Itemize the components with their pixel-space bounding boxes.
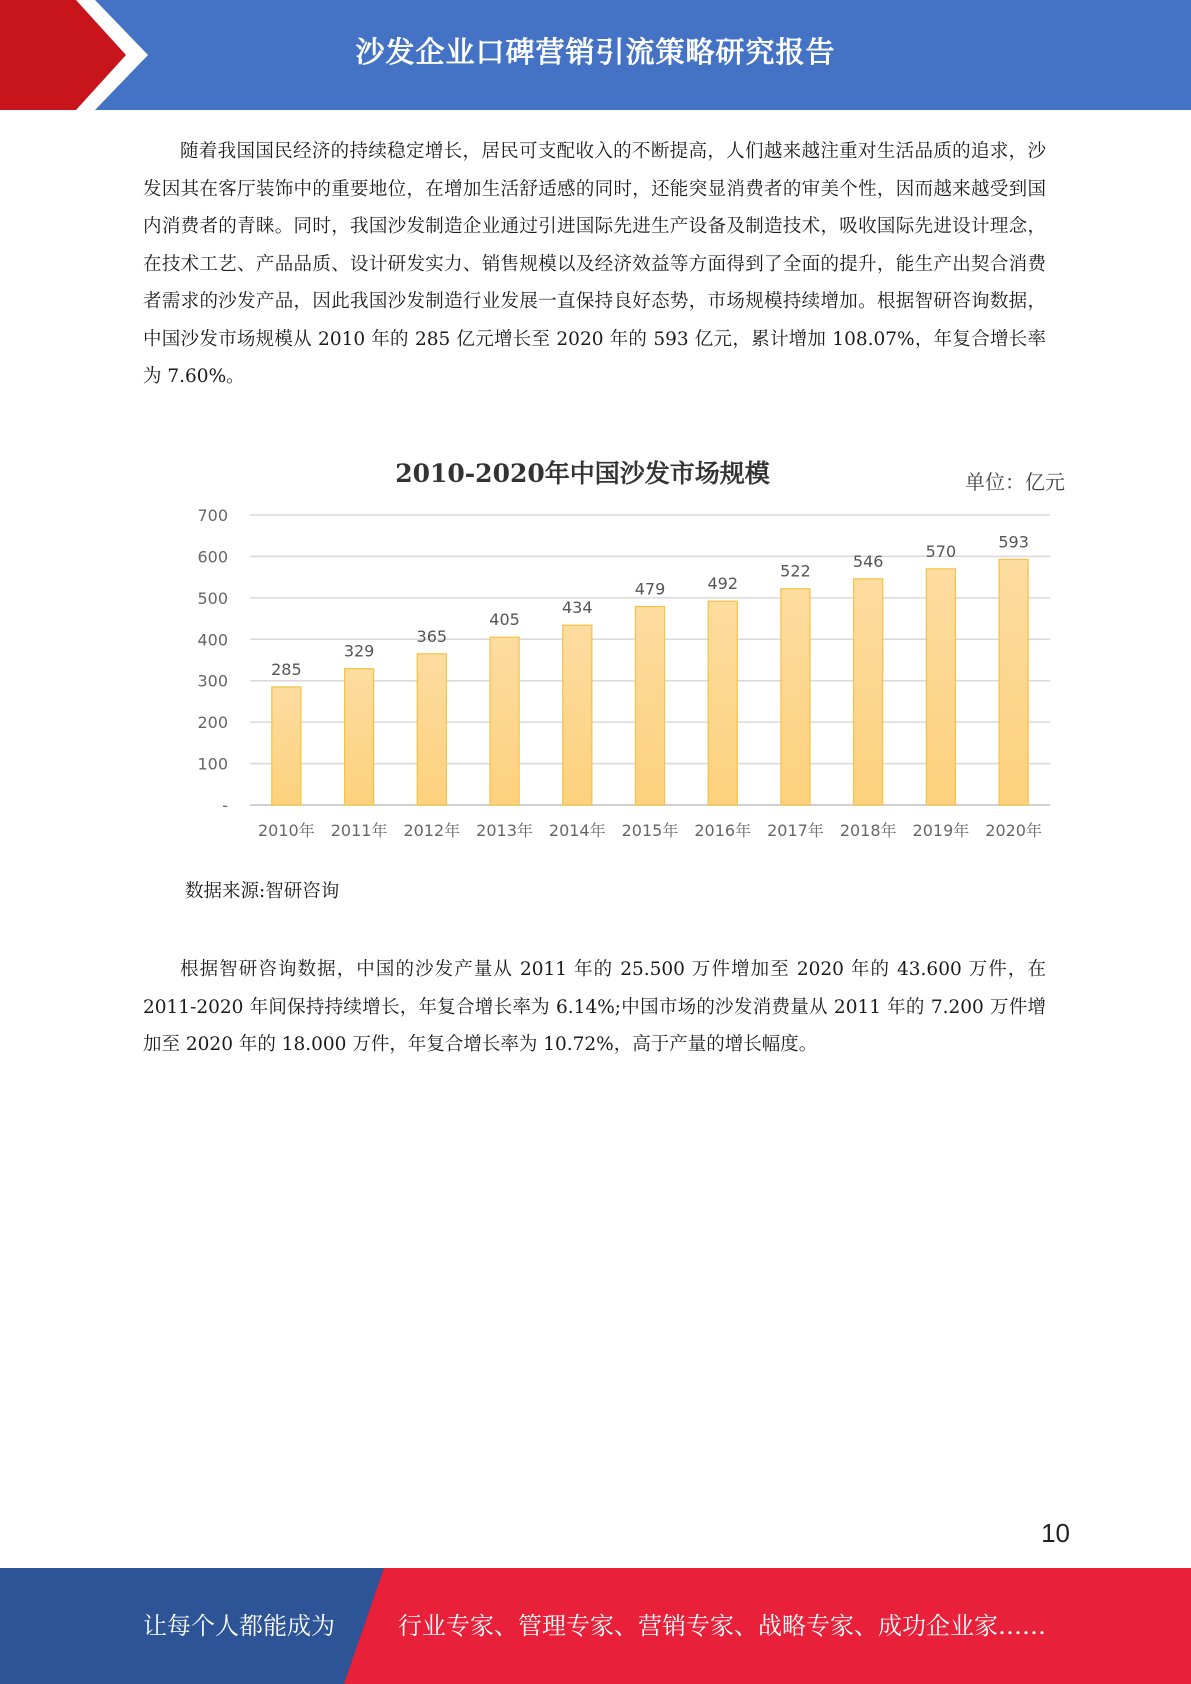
data-label: 570 <box>925 541 957 561</box>
bar <box>417 654 446 805</box>
y-tick-label: 400 <box>197 630 228 650</box>
bar <box>563 625 592 805</box>
data-label: 479 <box>634 579 666 599</box>
data-label: 593 <box>998 532 1029 552</box>
x-tick-label: 2020年 <box>985 821 1043 840</box>
data-label: 405 <box>489 610 520 630</box>
data-source-note: 数据来源:智研咨询 <box>185 881 340 902</box>
y-tick-label: 300 <box>197 671 228 691</box>
chart-plot <box>180 440 1080 860</box>
report-title: 沙发企业口碑营销引流策略研究报告 <box>355 34 836 69</box>
x-tick-label: 2014年 <box>548 821 606 840</box>
chart-title: 2010-2020年中国沙发市场规模 <box>395 459 770 488</box>
market-size-chart <box>180 440 1080 860</box>
x-tick-label: 2015年 <box>621 821 679 840</box>
data-label: 329 <box>343 641 375 661</box>
x-tick-label: 2018年 <box>839 821 897 840</box>
data-label: 492 <box>707 574 739 594</box>
bar <box>490 637 519 805</box>
bar <box>854 579 883 805</box>
footer-slogan-left: 让每个人都能成为 <box>143 1612 335 1640</box>
page-footer <box>0 1568 1191 1684</box>
page-header <box>0 0 1191 110</box>
page-number: 10 <box>1041 1518 1070 1548</box>
x-tick-label: 2010年 <box>257 821 315 840</box>
y-tick-label: 200 <box>197 713 228 733</box>
y-tick-label: 700 <box>197 506 228 525</box>
bar <box>635 607 664 805</box>
bar <box>345 669 374 805</box>
bar <box>926 569 955 805</box>
x-tick-label: 2017年 <box>767 821 824 840</box>
bar <box>272 687 301 805</box>
x-tick-label: 2012年 <box>403 821 461 840</box>
data-label: 365 <box>416 626 448 646</box>
bar <box>999 559 1028 805</box>
data-label: 434 <box>561 598 593 618</box>
body-paragraph-2: 根据智研咨询数据，中国的沙发产量从 2011 年的 25.500 万件增加至 2020 年的 43.600 万件，在 2011-2020 年间保持持续增长，年复合增长率为 6.14%;中国市场的沙发消费量从 2011 年的 7.200 万件增加至 2020 年的 18.000 万件，年复合增长率为 10.72%，高于产量的增长幅度。 <box>143 959 1046 1055</box>
data-label: 285 <box>271 659 302 679</box>
bar <box>708 601 737 805</box>
body-paragraph-1: 随着我国国民经济的持续稳定增长，居民可支配收入的不断提高，人们越来越注重对生活品质的追求，沙发因其在客厅装饰中的重要地位，在增加生活舒适感的同时，还能突显消费者的审美个性，因而越来越受到国内消费者的青睐。同时，我国沙发制造企业通过引进国际先进生产设备及制造技术，吸收国际先进设计理念，在技术工艺、产品品质、设计研发实力、销售规模以及经济效益等方面得到了全面的提升，能生产出契合消费者需求的沙发产品，因此我国沙发制造行业发展一直保持良好态势，市场规模持续增加。根据智研咨询数据，中国沙发市场规模从 2010 年的 285 亿元增长至 2020 年的 593 亿元，累计增加 108.07%，年复合增长率为 7.60%。 <box>143 141 1046 387</box>
bar <box>781 589 810 805</box>
footer-slogan-right: 行业专家、管理专家、营销专家、战略专家、成功企业家…… <box>398 1612 1046 1640</box>
y-tick-label: 600 <box>197 547 228 567</box>
data-label: 546 <box>852 551 884 571</box>
x-tick-label: 2011年 <box>330 821 388 840</box>
chart-unit-label: 单位：亿元 <box>965 470 1065 494</box>
data-label: 522 <box>780 561 811 581</box>
y-tick-label: - <box>222 796 228 815</box>
x-tick-label: 2019年 <box>912 821 970 840</box>
x-tick-label: 2013年 <box>476 821 533 840</box>
y-tick-label: 100 <box>197 754 228 774</box>
y-tick-label: 500 <box>197 588 228 608</box>
x-tick-label: 2016年 <box>694 821 752 840</box>
